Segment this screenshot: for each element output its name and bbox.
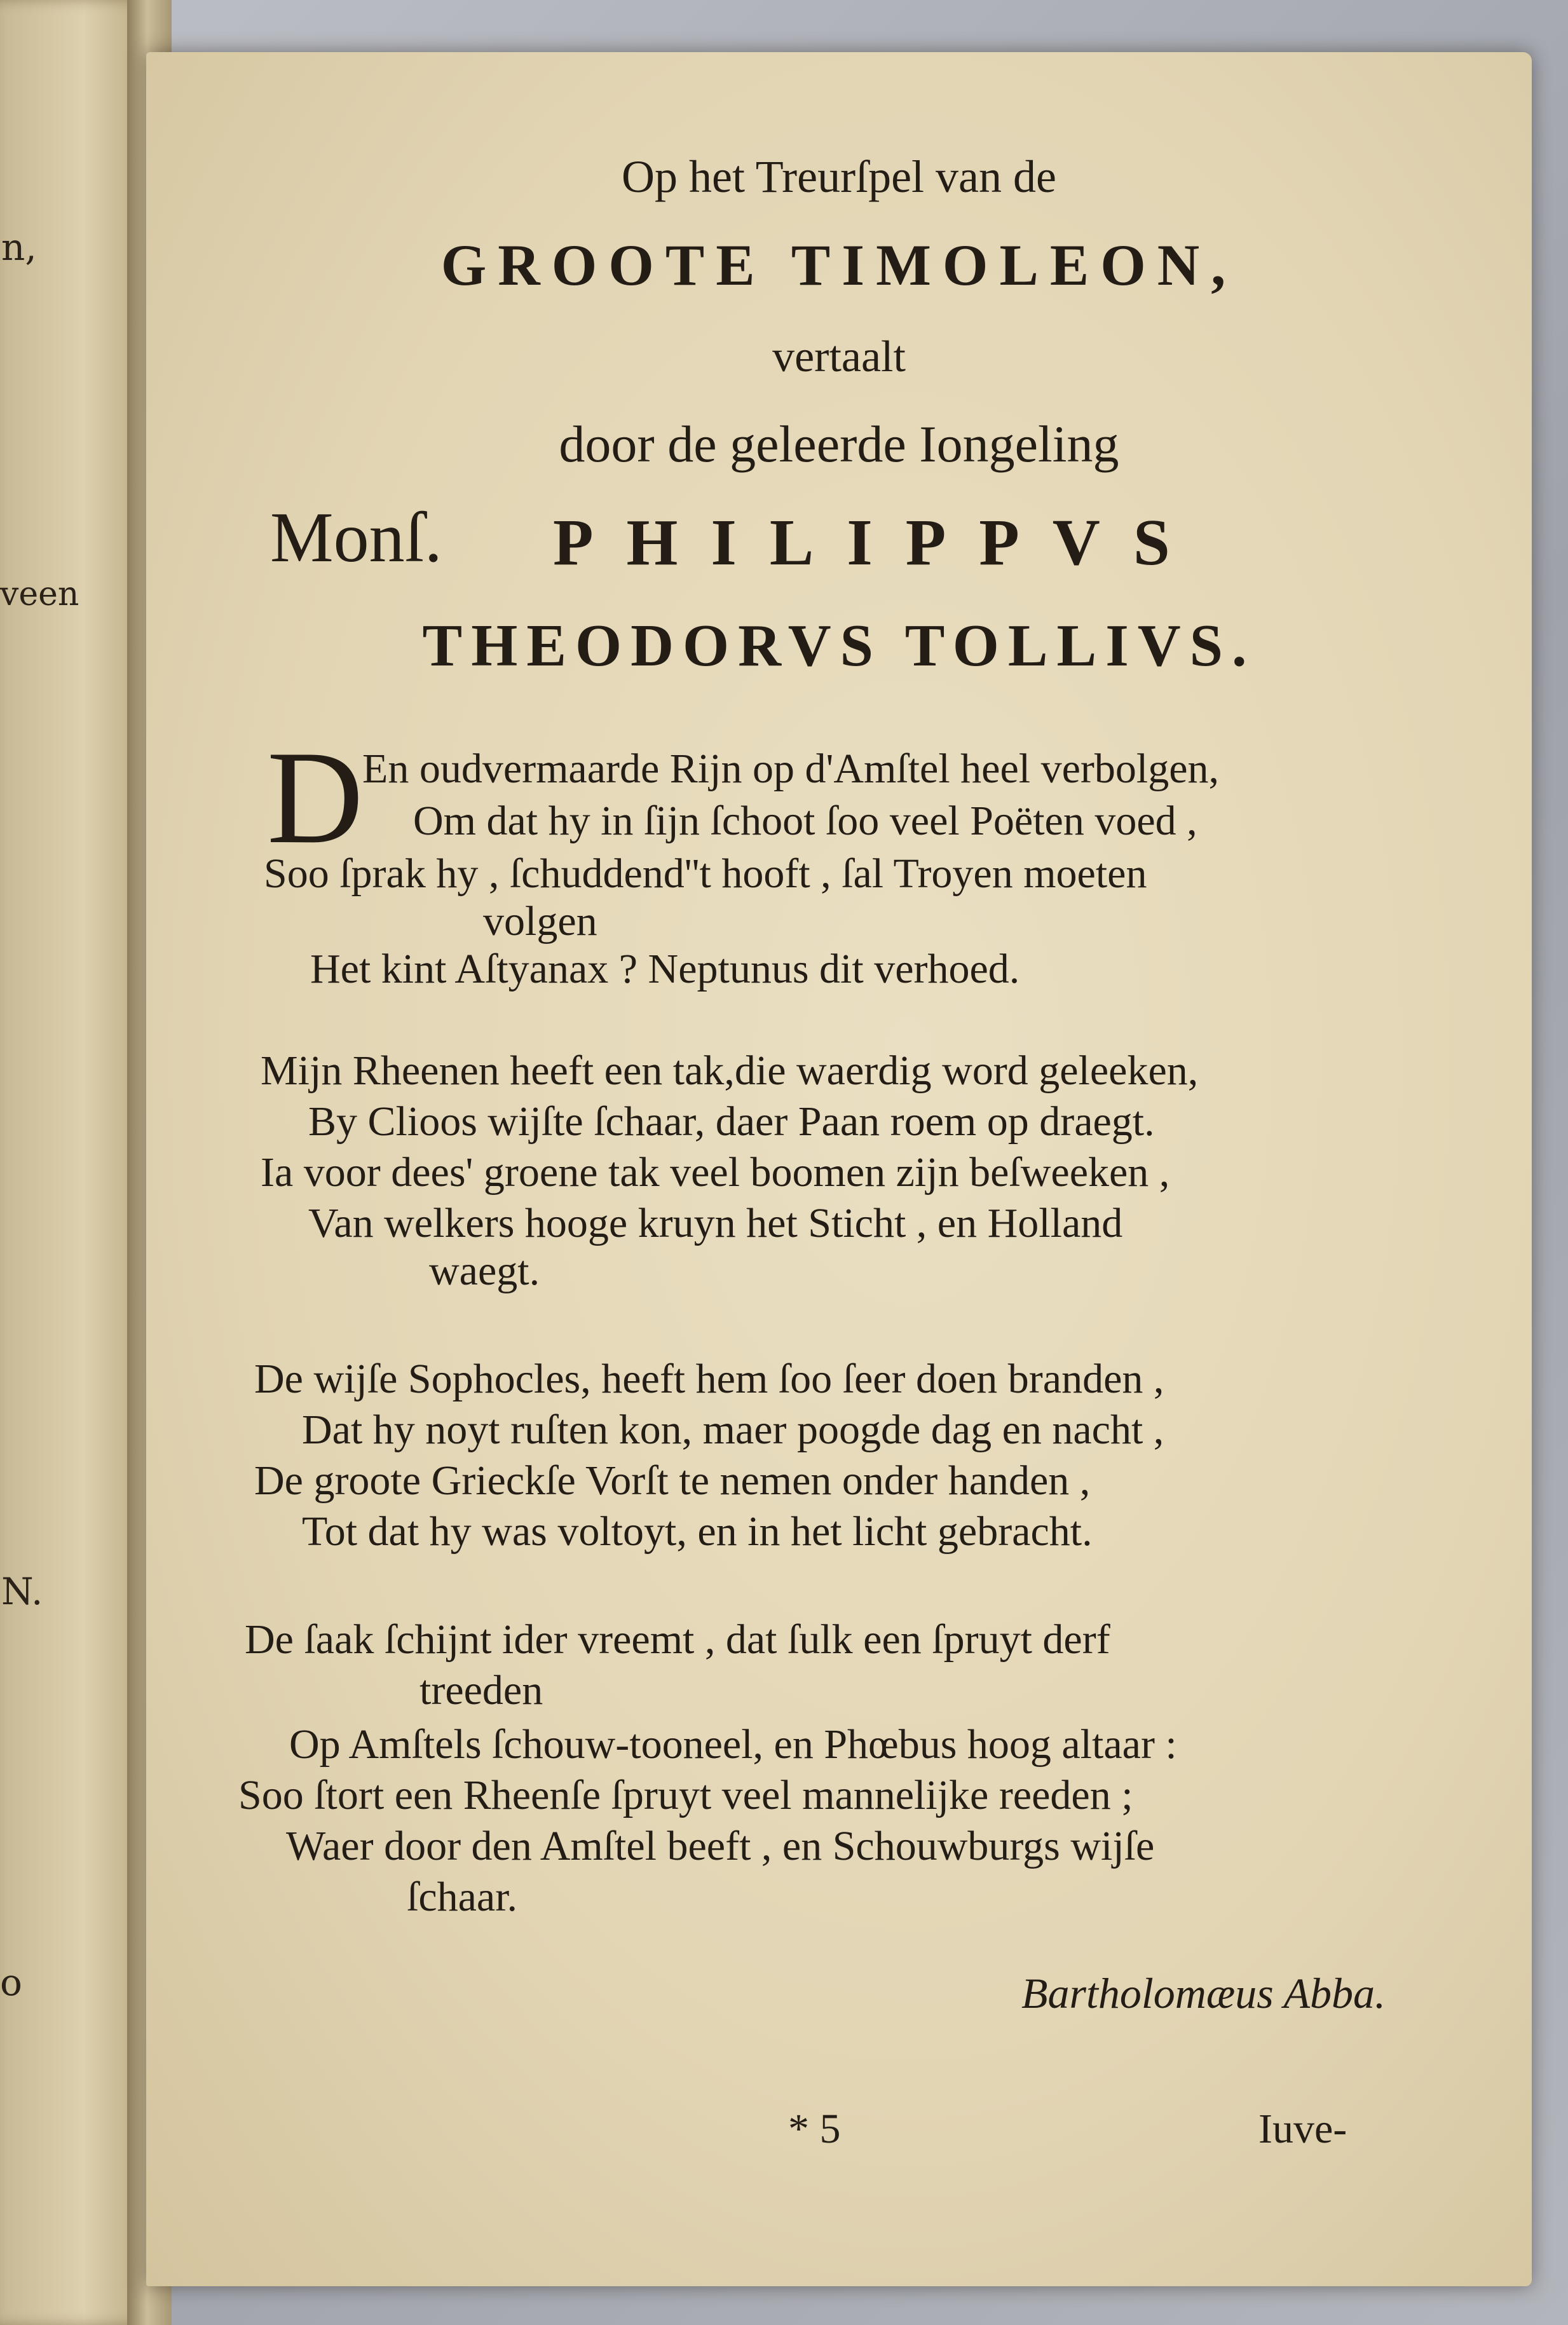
verse-line: Van welkers hooge kruyn het Sticht , en Holland bbox=[308, 1200, 1123, 1246]
verse-line: Waer door den Amſtel beeft , en Schouwburgs wijſe bbox=[286, 1823, 1155, 1869]
book-page bbox=[146, 52, 1532, 2286]
verse-line: volgen bbox=[483, 898, 597, 944]
left-page-fragment: N. bbox=[1, 1570, 43, 1613]
left-page-fragment: veen bbox=[0, 575, 79, 613]
verse-line: Soo ſprak hy , ſchuddend''t hooft , ſal Troyen moeten bbox=[264, 850, 1147, 897]
title-line-3: vertaalt bbox=[772, 332, 906, 381]
title-line-6: THEODORVS TOLLIVS. bbox=[422, 613, 1256, 679]
title-line-5-name: PHILIPPVS bbox=[553, 506, 1203, 579]
verse-line: De ſaak ſchijnt ider vreemt , dat ſulk een ſpruyt derf bbox=[245, 1616, 1110, 1663]
verse-line: Het kint Aſtyanax ? Neptunus dit verhoed. bbox=[310, 946, 1020, 992]
title-line-1: Op het Treurſpel van de bbox=[622, 151, 1056, 202]
catchword: Iuve- bbox=[1258, 2106, 1347, 2152]
drop-cap-initial: D bbox=[267, 724, 364, 871]
verse-line: Mijn Rheenen heeft een tak,die waerdig word geleeken, bbox=[261, 1047, 1199, 1094]
verse-line: waegt. bbox=[429, 1248, 540, 1294]
verse-line: By Clioos wijſte ſchaar, daer Paan roem op draegt. bbox=[308, 1098, 1155, 1145]
verse-line: Dat hy noyt ruſten kon, maer poogde dag en nacht , bbox=[302, 1407, 1164, 1453]
verse-line: ſchaar. bbox=[407, 1874, 518, 1920]
verse-line: Op Amſtels ſchouw-tooneel, en Phœbus hoog altaar : bbox=[289, 1721, 1177, 1768]
signature-mark: * 5 bbox=[788, 2106, 841, 2152]
title-line-2: GROOTE TIMOLEON, bbox=[440, 233, 1237, 297]
verse-line: treeden bbox=[419, 1667, 543, 1714]
verse-line: Ia voor dees' groene tak veel boomen zijn beſweeken , bbox=[261, 1149, 1170, 1196]
verse-line: Om dat hy in ſijn ſchoot ſoo veel Poëten voed , bbox=[413, 798, 1197, 844]
title-line-4: door de geleerde Iongeling bbox=[559, 415, 1119, 473]
verse-line: Soo ſtort een Rheenſe ſpruyt veel mannelijke reeden ; bbox=[238, 1772, 1133, 1818]
left-page-fragment: o bbox=[0, 1961, 22, 2004]
title-line-5-prefix: Monſ. bbox=[270, 498, 442, 577]
author-signature: Bartholomæus Abba. bbox=[1021, 1969, 1386, 2017]
verse-line: De wijſe Sophocles, heeft hem ſoo ſeer doen branden , bbox=[254, 1356, 1164, 1402]
verse-line: En oudvermaarde Rijn op d'Amſtel heel verbolgen, bbox=[362, 746, 1220, 792]
verse-line: Tot dat hy was voltoyt, en in het licht gebracht. bbox=[302, 1508, 1093, 1555]
verse-line: De groote Grieckſe Vorſt te nemen onder handen , bbox=[254, 1457, 1091, 1504]
left-page-fragment: n, bbox=[1, 226, 37, 269]
